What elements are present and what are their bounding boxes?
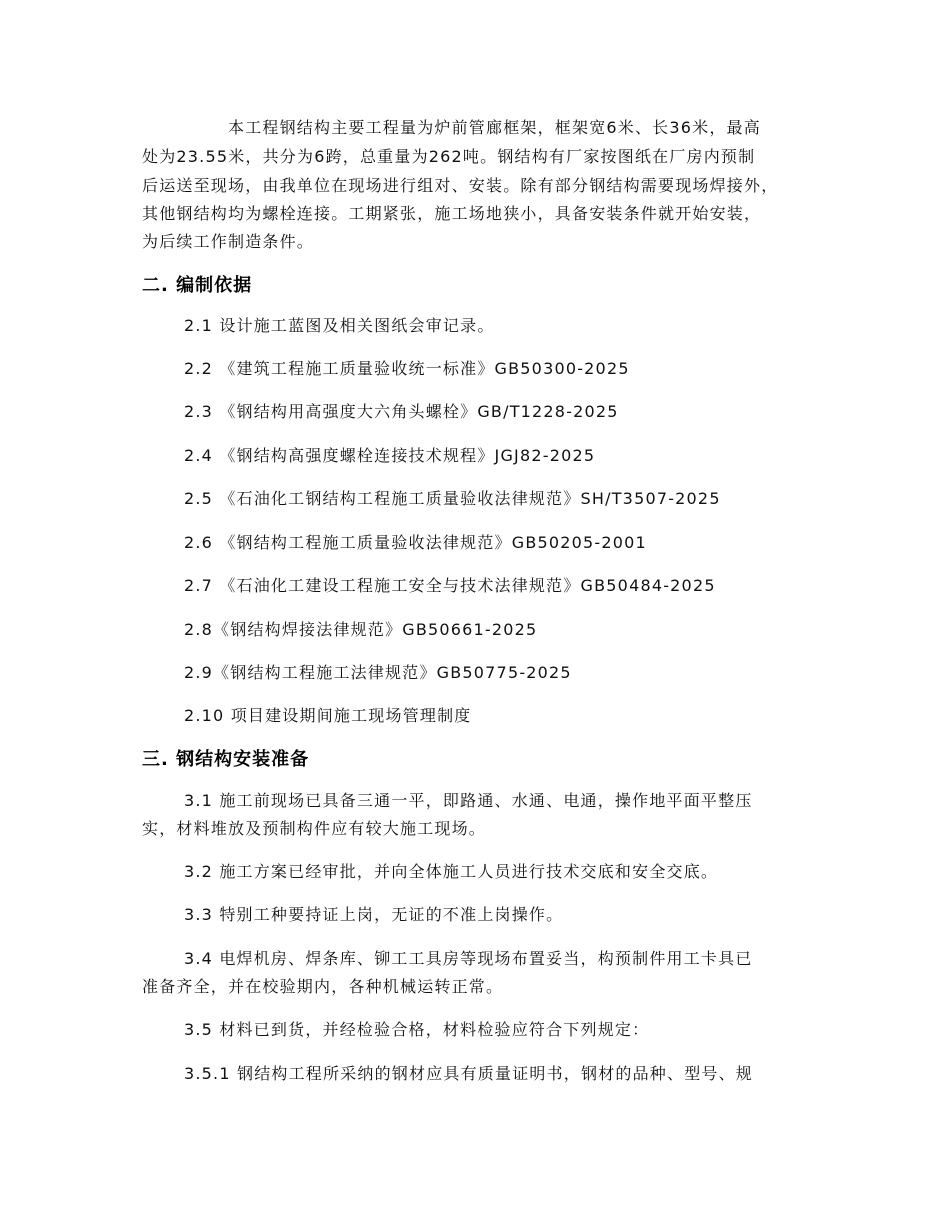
basis-item-2-5: 2.5 《石油化工钢结构工程施工质量验收法律规范》SH/T3507-2025 — [184, 489, 721, 508]
prep-3-4-line-1: 3.4 电焊机房、焊条库、铆工工具房等现场布置妥当，构预制件用工卡具已 — [184, 949, 753, 968]
intro-line-4: 其他钢结构均为螺栓连接。工期紧张，施工场地狭小，具备安装条件就开始安装， — [142, 204, 762, 223]
prep-3-1-line-2: 实，材料堆放及预制构件应有较大施工现场。 — [142, 819, 487, 838]
prep-3-4-line-2: 准备齐全，并在校验期内，各种机械运转正常。 — [142, 977, 504, 996]
basis-item-2-8: 2.8《钢结构焊接法律规范》GB50661-2025 — [184, 620, 538, 639]
intro-line-3: 后运送至现场，由我单位在现场进行组对、安装。除有部分钢结构需要现场焊接外， — [142, 176, 779, 195]
intro-line-1: 本工程钢结构主要工程量为炉前管廊框架，框架宽6米、长36米，最高 — [228, 118, 761, 137]
basis-item-2-6: 2.6 《钢结构工程施工质量验收法律规范》GB50205-2001 — [184, 533, 647, 552]
prep-3-2: 3.2 施工方案已经审批，并向全体施工人员进行技术交底和安全交底。 — [184, 862, 719, 881]
intro-line-2: 处为23.55米，共分为6跨，总重量为262吨。钢结构有厂家按图纸在厂房内预制 — [142, 147, 756, 166]
intro-line-5: 为后续工作制造条件。 — [142, 232, 315, 251]
basis-item-2-2: 2.2 《建筑工程施工质量验收统一标准》GB50300-2025 — [184, 359, 630, 378]
section-3-heading: 三. 钢结构安装准备 — [142, 749, 310, 770]
prep-3-5-1: 3.5.1 钢结构工程所采纳的钢材应具有质量证明书，钢材的品种、型号、规 — [184, 1064, 753, 1083]
basis-item-2-7: 2.7 《石油化工建设工程施工安全与技术法律规范》GB50484-2025 — [184, 576, 716, 595]
basis-item-2-10: 2.10 项目建设期间施工现场管理制度 — [184, 706, 472, 725]
basis-item-2-4: 2.4 《钢结构高强度螺栓连接技术规程》JGJ82-2025 — [184, 446, 596, 465]
basis-item-2-9: 2.9《钢结构工程施工法律规范》GB50775-2025 — [184, 663, 572, 682]
section-2-heading: 二. 编制依据 — [142, 275, 253, 296]
basis-item-2-1: 2.1 设计施工蓝图及相关图纸会审记录。 — [184, 316, 495, 335]
prep-3-1-line-1: 3.1 施工前现场已具备三通一平，即路通、水通、电通，操作地平面平整压 — [184, 791, 753, 810]
prep-3-3: 3.3 特别工种要持证上岗，无证的不准上岗操作。 — [184, 905, 564, 924]
basis-item-2-3: 2.3 《钢结构用高强度大六角头螺栓》GB/T1228-2025 — [184, 402, 619, 421]
prep-3-5: 3.5 材料已到货，并经检验合格，材料检验应符合下列规定： — [184, 1020, 650, 1039]
